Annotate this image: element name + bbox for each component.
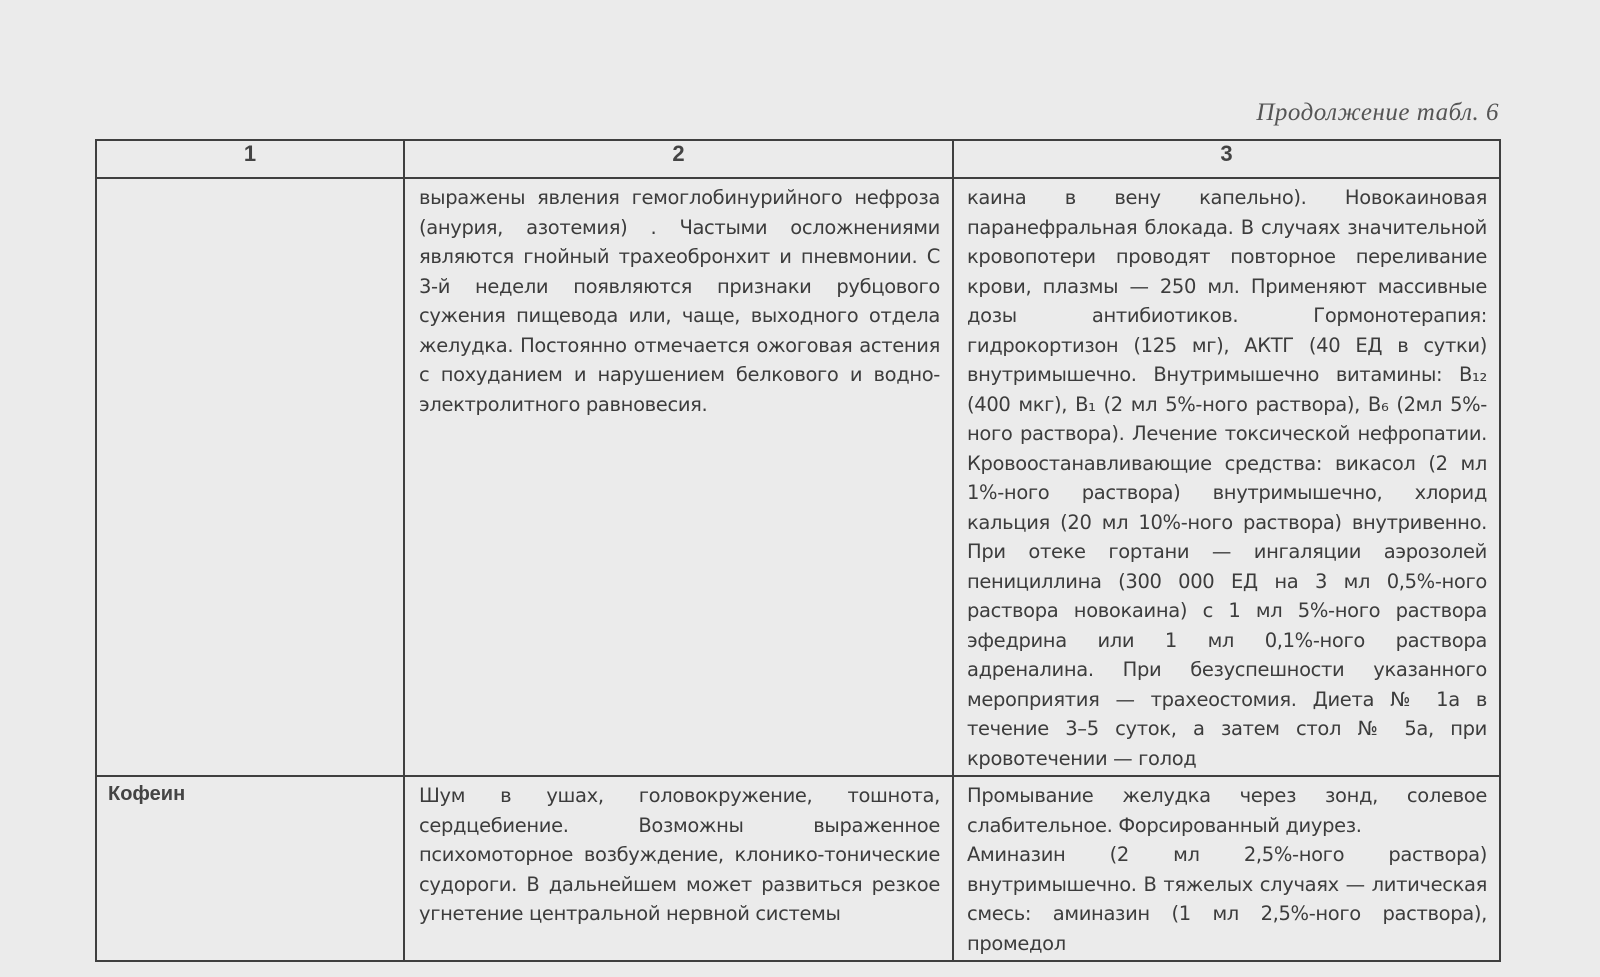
symptoms-cell bbox=[404, 178, 953, 776]
treatment-text: каина в вену капельно). Новокаиновая паранефральная блокада. В случаях значительной кровопотери проводят повторное переливание крови, плазмы — 250 мл. Применяют массивные дозы антибиотиков. Гормонотерапия: гидрокортизон (125 мг), АКТГ (40 ЕД в сутки) внутримышечно. Внутримышечно витамины: В₁₂ (400 мкг), В₁ (2 мл 5%-ного раствора), В₆ (2мл 5%-ного раствора). Лечение токсической нефропатии. Кровоостанавливающие средства: викасол (2 мл 1%-ного раствора) внутримышечно, хлорид кальция (20 мл 10%-ного раствора) внутривенно. При отеке гортани — ингаляции аэрозолей пенициллина (300 000 ЕД на 3 мл 0,5%-ного раствора новокаина) с 1 мл 5%-ного раствора эфедрина или 1 мл 0,1%-ного раствора адреналина. При безуспешности указанного мероприятия — трахеостомия. Диета № 1а в течение 3–5 суток, а затем стол № 5а, при кровотечении — голод bbox=[967, 186, 1487, 770]
treatment-cell bbox=[953, 776, 1500, 961]
table-row bbox=[96, 776, 1500, 961]
substance-cell bbox=[96, 178, 404, 776]
column-header-1: 1 bbox=[96, 140, 404, 178]
treatment-paragraph: Аминазин (2 мл 2,5%-ного раствора) внутримышечно. В тяжелых случаях — литическая смесь: аминазин (1 мл 2,5%-ного раствора), промедол bbox=[967, 843, 1487, 955]
header-row bbox=[96, 140, 1500, 178]
treatment-text bbox=[954, 777, 1499, 960]
column-header-2: 2 bbox=[404, 140, 953, 178]
symptoms-text: Шум в ушах, головокружение, тошнота, сердцебиение. Возможны выраженное психомоторное возбуждение, клонико-тонические судороги. В дальнейшем может развиться резкое угнетение центральной нервной системы bbox=[419, 784, 940, 925]
substance-name: Кофеин bbox=[108, 783, 186, 805]
symptoms-text: выражены явления гемоглобинурийного нефроза (анурия, азотемия) . Частыми осложнениями являются гнойный трахеобронхит и пневмонии. С 3-й недели появляются признаки рубцового сужения пищевода или, чаще, выходного отдела желудка. Постоянно отмечается ожоговая астения с похуданием и нарушением белкового и водно-электролитного равновесия. bbox=[419, 186, 940, 416]
substance-cell bbox=[96, 776, 404, 961]
antidote-table bbox=[95, 139, 1501, 962]
treatment-cell bbox=[953, 178, 1500, 776]
table-caption: Продолжение табл. 6 bbox=[1256, 99, 1499, 126]
table-row bbox=[96, 178, 1500, 776]
treatment-paragraph: Промывание желудка через зонд, солевое слабительное. Форсированный диурез. bbox=[967, 784, 1487, 837]
symptoms-cell bbox=[404, 776, 953, 961]
column-header-3: 3 bbox=[953, 140, 1500, 178]
substance-name bbox=[97, 179, 403, 185]
